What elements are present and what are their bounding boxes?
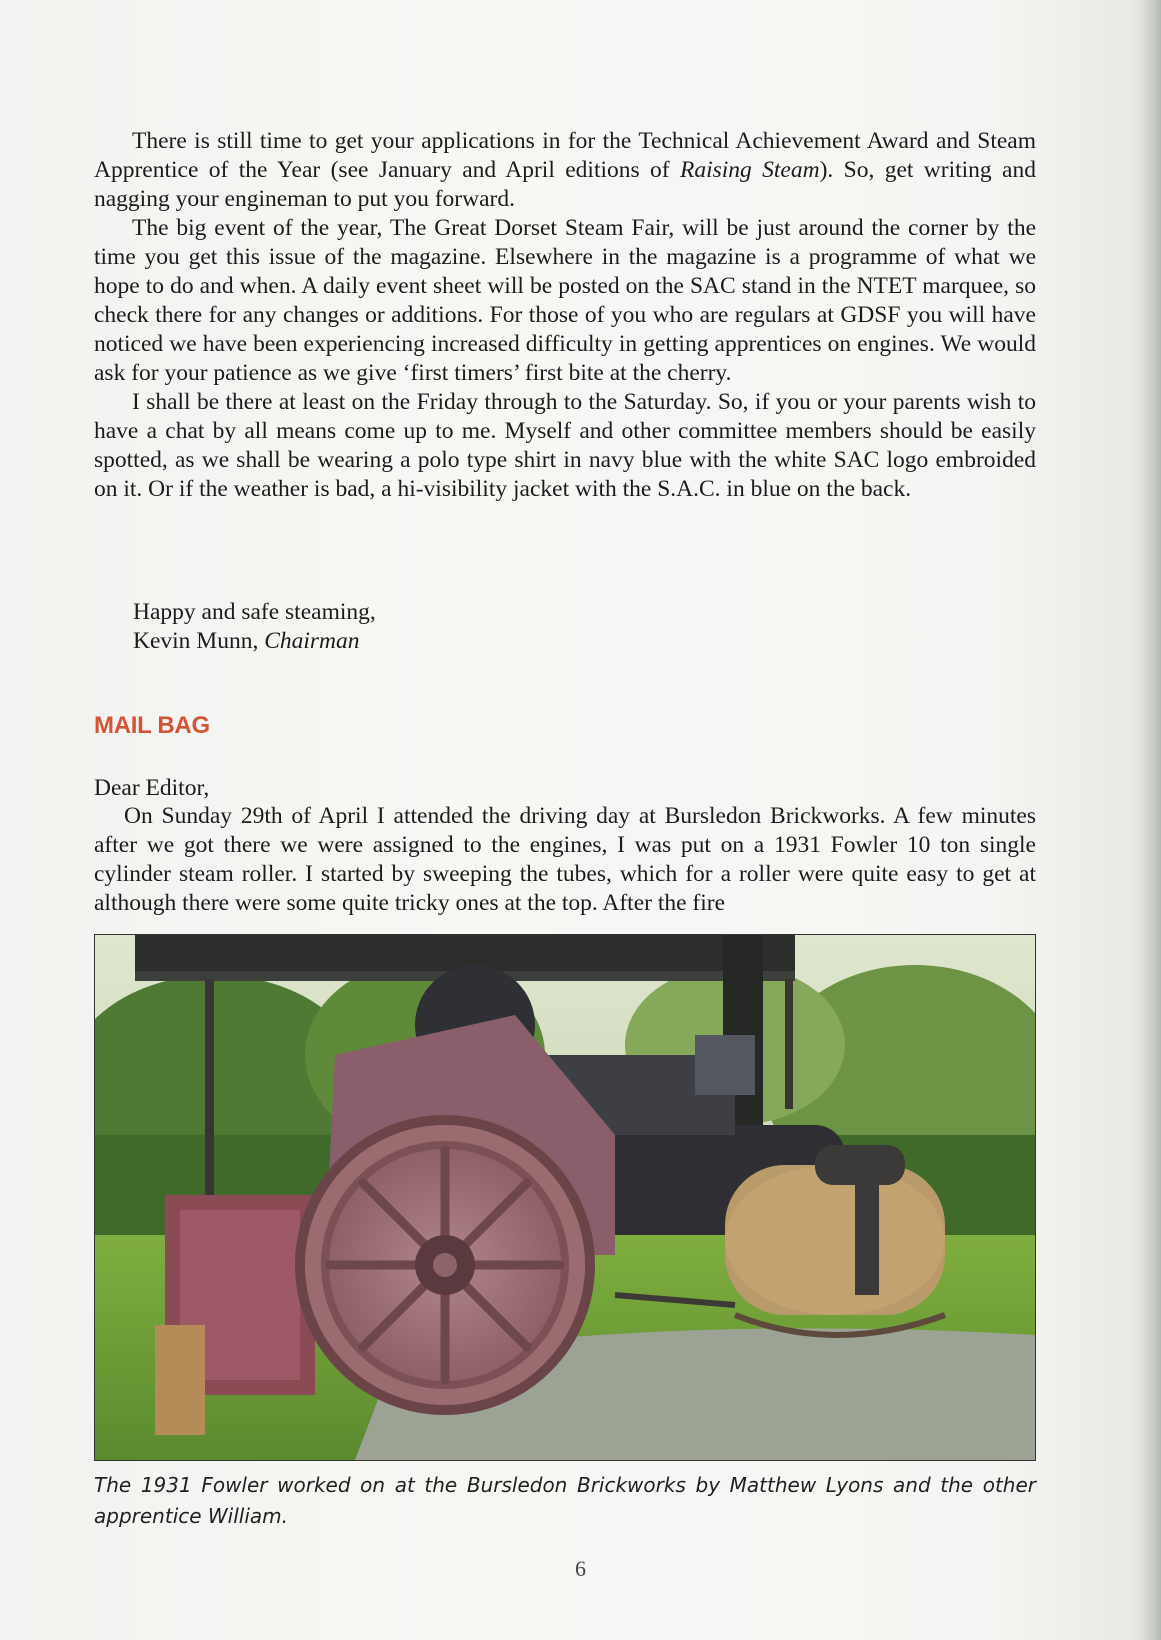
steam-roller-photo — [94, 934, 1036, 1461]
magazine-title: Raising Steam — [679, 157, 820, 183]
signoff-title: Chairman — [264, 628, 360, 654]
chairman-letter — [94, 127, 1036, 504]
photo-caption: The 1931 Fowler worked on at the Bursledon Brickworks by Matthew Lyons and the other apprentice William. — [94, 1473, 1036, 1528]
signoff-greeting: Happy and safe steaming, — [133, 599, 376, 625]
paragraph-1-end: ). So, get writing and nagging your engineman to put you forward. — [94, 157, 1036, 212]
paragraph-1-start: There is still time to get your applications in for the Technical Achievement Award and Steam Apprentice of the Year (see January and April editions of — [94, 128, 1036, 183]
page-spine-shadow — [1139, 0, 1161, 1640]
mailbag-salutation: Dear Editor, — [94, 775, 210, 801]
steam-roller-illustration — [95, 935, 1035, 1460]
signoff-signature — [133, 627, 376, 656]
signoff — [133, 598, 376, 656]
intro-paragraph-3: I shall be there at least on the Friday through to the Saturday. So, if you or your parents wish to have a chat by all means come up to me. Myself and other committee members should be easily spotted, as we shall be wearing a polo type shirt in navy blue with the white SAC logo embroided on it. Or if the weather is bad, a hi-visibility jacket with the S.A.C. in blue on the back. — [94, 389, 1036, 502]
mailbag-paragraph: On Sunday 29th of April I attended the driving day at Bursledon Brickworks. A few minutes after we got there we were assigned to the engines, I was put on a 1931 Fowler 10 ton single cylinder steam roller. I started by sweeping the tubes, which for a roller were quite easy to get at although there were some quite tricky ones at the top. After the fire — [94, 803, 1036, 916]
signoff-name: Kevin Munn, — [133, 628, 265, 654]
page-number: 6 — [575, 1556, 586, 1581]
intro-paragraph-1 — [94, 127, 1036, 214]
intro-paragraph-2: The big event of the year, The Great Dorset Steam Fair, will be just around the corner by the time you get this issue of the magazine. Elsewhere in the magazine is a programme of what we hope to do and when. A daily event sheet will be posted on the SAC stand in the NTET marquee, so check there for any changes or additions. For those of you who are regulars at GDSF you will have noticed we have been experiencing increased difficulty in getting apprentices on engines. We would ask for your patience as we give ‘first timers’ first bite at the cherry. — [94, 215, 1036, 386]
mailbag-heading: MAIL BAG — [94, 712, 210, 739]
mailbag-letter — [94, 802, 1036, 918]
